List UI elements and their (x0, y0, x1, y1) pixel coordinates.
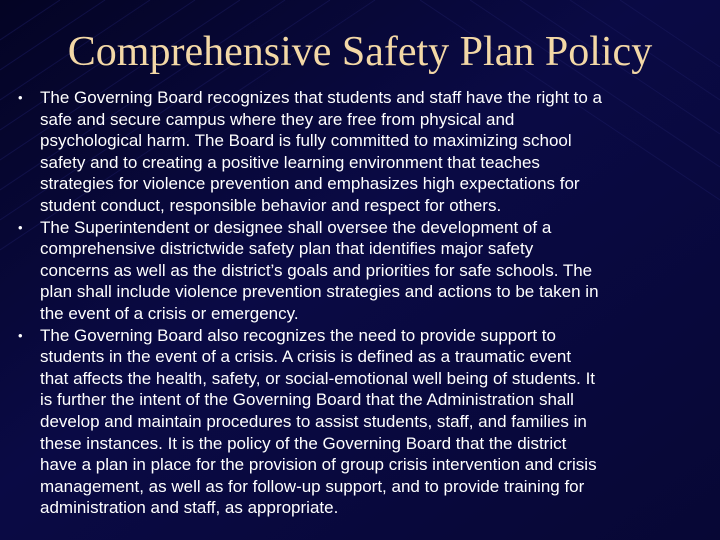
bullet-line: the event of a crisis or emergency. (40, 303, 299, 323)
slide-title: Comprehensive Safety Plan Policy (67, 29, 653, 75)
bullet-line: these instances. It is the policy of the Governing Board that the district (40, 433, 567, 453)
bullet-line: plan shall include violence prevention strategies and actions to be taken in (40, 282, 599, 302)
bullet-line: student conduct, responsible behavior and respect for others. (40, 195, 502, 215)
bullet-item (18, 87, 710, 217)
bullet-marker-icon: • (18, 90, 23, 105)
bullet-line: develop and maintain procedures to assist students, staff, and families in (40, 411, 587, 431)
bullet-line: that affects the health, safety, or social-emotional well being of students. It (40, 368, 596, 388)
bullet-marker-icon: • (18, 327, 23, 343)
bullet-line: psychological harm. The Board is fully committed to maximizing school (40, 131, 572, 151)
bullet-item (18, 325, 710, 519)
bullet-line: The Governing Board recognizes that students and staff have the right to a (40, 88, 602, 107)
bullet-line: students in the event of a crisis. A crisis is defined as a traumatic event (40, 347, 572, 367)
bullet-line: is further the intent of the Governing Board that the Administration shall (40, 390, 574, 410)
bullet-line: strategies for violence prevention and emphasizes high expectations for (40, 174, 580, 194)
bullet-line: administration and staff, as appropriate. (40, 498, 339, 518)
bullet-list (18, 87, 710, 519)
bullet-line: management, as well as for follow-up support, and to provide training for (40, 476, 585, 496)
bullet-item (18, 217, 710, 325)
bullet-line: comprehensive districtwide safety plan that identifies major safety (40, 239, 534, 259)
bullet-line: The Governing Board also recognizes the need to provide support to (40, 325, 556, 345)
bullet-marker-icon: • (18, 219, 23, 235)
bullet-line: The Superintendent or designee shall oversee the development of a (40, 217, 552, 237)
bullet-line: have a plan in place for the provision of group crisis intervention and crisis (40, 455, 597, 475)
bullet-line: safety and to creating a positive learning environment that teaches (40, 152, 540, 172)
bullet-line: safe and secure campus where they are free from physical and (40, 109, 515, 129)
bullet-line: concerns as well as the district’s goals and priorities for safe schools. The (40, 260, 593, 280)
